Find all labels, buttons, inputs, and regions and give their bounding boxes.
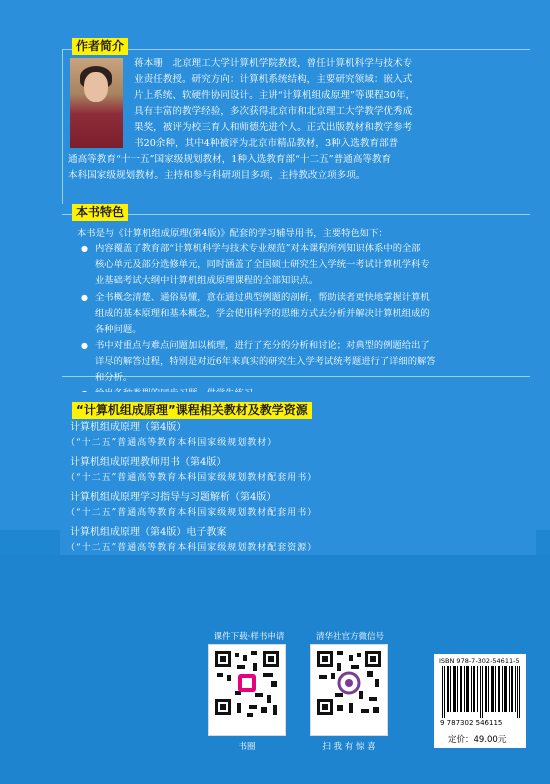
barcode-bars xyxy=(442,666,520,718)
resource-title: 计算机组成原理（第4版） xyxy=(70,422,187,433)
author-bio-line: 本科国家级规划教材。主持和参与科研项目多项，主持教改立项多项。 xyxy=(68,170,366,181)
feature-item xyxy=(85,338,515,385)
resources-heading: “计算机组成原理”课程相关教材及教学资源 xyxy=(72,402,312,419)
author-photo xyxy=(70,58,123,148)
resource-title: 计算机组成原理教师用书（第4版） xyxy=(70,457,227,468)
author-heading: 作者简介 xyxy=(72,38,128,55)
feature-line: ● 全书概念清楚、通俗易懂，意在通过典型例题的剖析，帮助读者更快地掌握计算机 xyxy=(95,292,430,303)
feature-line: 组成的基本原理和基本概念，学会使用科学的思维方式去分析并解决计算机组成的 xyxy=(95,307,430,319)
resource-subtitle: （“十二五”普通高等教育本科国家级规划教材） xyxy=(66,438,278,448)
resource-title: 计算机组成原理（第4版）电子教案 xyxy=(70,527,227,538)
author-bio-line: 片上系统、软硬件协同设计。主讲“计算机组成原理”等课程30年， xyxy=(134,90,416,101)
author-bio xyxy=(134,56,529,152)
features-heading: 本书特色 xyxy=(72,204,128,221)
author-bio-line: 业责任教授。研究方向：计算机系统结构，主要研究领域：嵌入式 xyxy=(134,74,413,85)
feature-line: ● 书中对重点与难点问题加以梳理，进行了充分的分析和讨论；对典型的例题给出了 xyxy=(95,340,430,351)
feature-line: 核心单元及部分选修单元，同时涵盖了全国硕士研究生入学统一考试计算机学科专 xyxy=(95,258,430,270)
price-text: 定价：49.00元 xyxy=(448,735,507,745)
resource-title: 计算机组成原理学习指导与习题解析（第4版） xyxy=(70,492,277,503)
feature-line: 和分析。 xyxy=(95,371,133,383)
author-face xyxy=(84,72,108,102)
qr-left-caption: 课件下载·样书申请 xyxy=(213,632,285,642)
isbn-text: ISBN 978-7-302-54611-5 xyxy=(439,657,520,665)
feature-item xyxy=(85,241,515,288)
author-frame-top xyxy=(62,49,530,50)
resource-subtitle: （“十二五”普通高等教育本科国家级规划教材配套用书） xyxy=(66,508,318,518)
qr-right-caption: 清华社官方微信号 xyxy=(315,632,384,642)
qr-code-left[interactable] xyxy=(208,644,286,736)
author-frame-left xyxy=(62,49,63,204)
resource-subtitle: （“十二五”普通高等教育本科国家级规划教材配套用书） xyxy=(66,473,318,483)
features-intro: 本书是与《计算机组成原理(第4版)》配套的学习辅导用书，主要特色如下： xyxy=(77,228,388,239)
feature-line: 各种问题。 xyxy=(95,323,142,335)
author-bio-line: 通高等教育“十一五”国家级规划教材，1种入选教育部“十二五”普通高等教育 xyxy=(68,154,392,165)
feature-line: 详尽的解答过程，特别是对近6年来真实的研究生入学考试统考题进行了详细的解答 xyxy=(95,355,436,367)
author-bio-continued xyxy=(68,152,533,184)
author-bio-line: 具有丰富的教学经验，多次获得北京市和北京理工大学教学优秀成 xyxy=(134,106,413,117)
qr-right-label: 扫 我 有 惊 喜 xyxy=(322,742,376,752)
resource-subtitle: （“十二五”普通高等教育本科国家级规划教材配套资源） xyxy=(66,543,318,553)
author-bio-line: 蒋本珊 北京理工大学计算机学院教授，曾任计算机科学与技术专 xyxy=(134,58,413,69)
feature-line: 业基础考试大纲中计算机组成原理课程的全部知识点。 xyxy=(95,274,319,286)
qr-left-icon xyxy=(209,645,285,735)
feature-line: ● 内容覆盖了教育部“计算机科学与技术专业规范”对本课程所列知识体系中的全部 xyxy=(95,243,421,254)
features-frame-top xyxy=(62,214,530,215)
feature-item xyxy=(85,290,515,337)
author-bio-line: 书20余种，其中4种被评为北京市精品教材，3种入选教育部普 xyxy=(134,138,399,149)
qr-right-icon xyxy=(311,645,387,735)
barcode-number: 9 787302 546115 xyxy=(440,719,503,727)
author-bio-line: 果奖，被评为校三育人和师德先进个人。正式出版教材和教学参考 xyxy=(134,122,413,133)
qr-code-right[interactable] xyxy=(310,644,388,736)
qr-left-label: 书圈 xyxy=(238,742,256,752)
